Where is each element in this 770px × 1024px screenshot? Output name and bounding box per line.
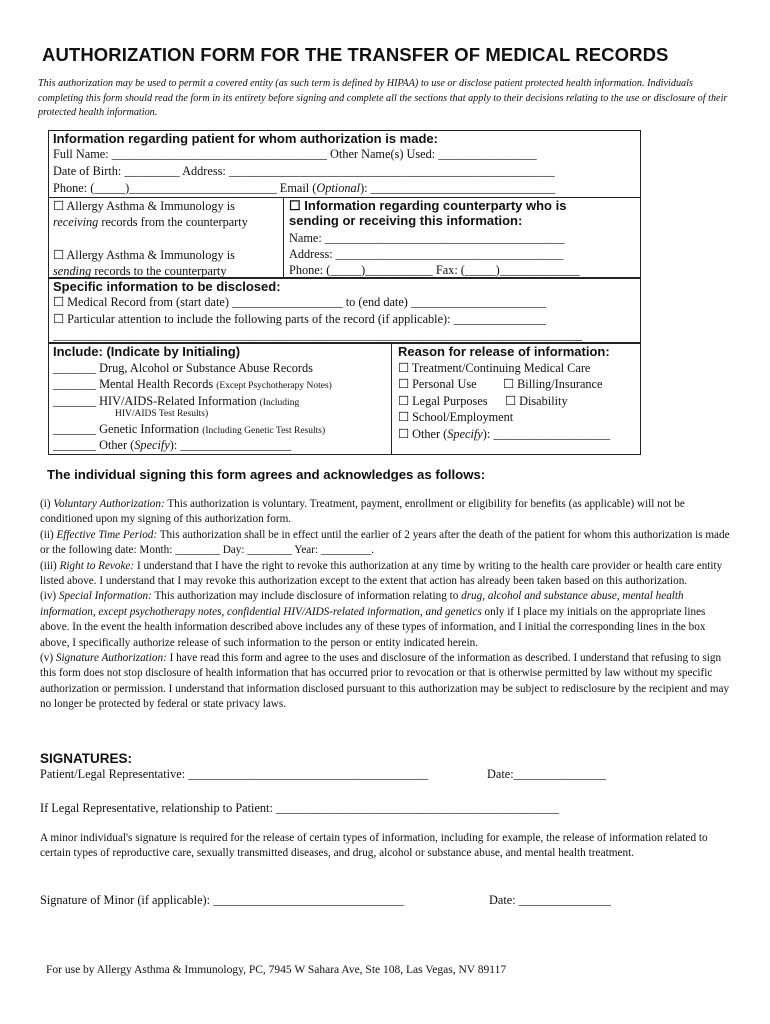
ack-time-period	[40, 528, 730, 559]
form-title: AUTHORIZATION FORM FOR THE TRANSFER OF MEDICAL RECORDS	[42, 44, 669, 65]
counterparty-address-field[interactable]: Address: _____________________________________	[289, 247, 564, 261]
include-reason-divider	[391, 343, 392, 455]
ack-special	[40, 589, 730, 651]
patient-signature-field[interactable]: Patient/Legal Representative: _______________________________________	[40, 767, 428, 781]
ack-iv-title: Special Information:	[58, 590, 152, 603]
ack-iii-title: Right to Revoke:	[59, 559, 135, 572]
reason-other-blank: ): ___________________	[482, 427, 611, 441]
ack-heading: The individual signing this form agrees and acknowledges as follows:	[47, 467, 486, 482]
ack-i-label: (i)	[40, 498, 54, 510]
mental-initial-field[interactable]	[53, 376, 332, 394]
ack-ii-text: This authorization shall be in effect until the earlier of 2 years after the death of the patient for whom this authorization is made or the following date: Month: ________ Day: ________ Year: _________.	[40, 528, 730, 557]
disability-checkbox[interactable]: ☐ Disability	[505, 394, 568, 408]
counterparty-heading-2: sending or receiving this information:	[289, 213, 523, 228]
hiv-note: (Including	[259, 398, 300, 408]
school-checkbox[interactable]: ☐ School/Employment	[398, 410, 514, 424]
ack-v-text: I have read this form and agree to the uses and disclosure of the information as described. I understand that refusing to sign this form does not stop disclosure of health information that has occurred prior to revocation or that is otherwise permitted by law without my specific authorization or permission. I understand that information disclosed pursuant to this authorization may be subject to redisclosure by the recipient and may no longer be protected by federal or state privacy laws.	[40, 652, 730, 711]
phone-email-label: Phone: (_____)________________________ Email (	[53, 181, 317, 195]
ack-iii-text: I understand that I have the right to revoke this authorization at any time by writing to the health care provider or health care entity listed above. I understand that I may revoke this authorization except to the extent that action has already been taken based on this authorization.	[40, 559, 723, 588]
reason-heading: Reason for release of information:	[398, 344, 610, 359]
other-specify: Specify	[134, 438, 170, 452]
ack-i-text: This authorization is voluntary. Treatment, payment, enrollment or eligibility for benefits (as applicable) will not be conditioned upon my signing of this authorization form.	[40, 498, 685, 526]
sending-label: ☐ Allergy Asthma & Immunology is	[53, 248, 235, 262]
hiv-label: _______ HIV/AIDS-Related Information	[53, 394, 260, 408]
relationship-field[interactable]: If Legal Representative, relationship to Patient: ______________________________________________	[40, 801, 559, 815]
ack-v-label: (v)	[40, 652, 56, 665]
particular-underline[interactable]: ______________________________________________________________________________________	[53, 328, 582, 342]
patient-heading: Information regarding patient for whom authorization is made:	[53, 131, 438, 146]
receiving-checkbox[interactable]	[53, 198, 235, 214]
billing-checkbox[interactable]: ☐ Billing/Insurance	[503, 377, 603, 391]
receiving-label: ☐ Allergy Asthma & Immunology is	[53, 199, 235, 213]
sending-rest: records to the counterparty	[91, 264, 227, 278]
receiving-em: receiving	[53, 215, 99, 229]
counterparty-phone-fax-field[interactable]: Phone: (_____)___________ Fax: (_____)_____________	[289, 263, 580, 277]
hiv-note-2: HIV/AIDS Test Results)	[115, 409, 209, 419]
patient-date-field[interactable]: Date:_______________	[487, 767, 606, 781]
footer-text: For use by Allergy Asthma & Immunology, PC, 7945 W Sahara Ave, Ste 108, Las Vegas, NV 89117	[46, 964, 507, 976]
minor-date-field[interactable]: Date: _______________	[489, 893, 611, 907]
intro-text: This authorization may be used to permit a covered entity (as such term is defined by HIPAA) to use or disclose patient protected health information. Individuals completing this form should read the form in its entirety before signing and complete all the sections that apply to their decisions relating to the use or disclosure of their protected health information.	[38, 78, 728, 118]
ack-iv-label: (iv)	[40, 590, 59, 603]
ack-ii-label: (ii)	[40, 528, 57, 541]
counterparty-checkbox[interactable]: ☐ Information regarding counterparty who is	[289, 198, 567, 213]
ack-voluntary	[40, 497, 730, 528]
ack-signature-auth	[40, 651, 730, 713]
particular-checkbox[interactable]: ☐ Particular attention to include the following parts of the record (if applicable): _______________	[53, 312, 546, 326]
phone-email-field[interactable]	[53, 180, 555, 196]
receiving-rest: records from the counterparty	[98, 215, 248, 229]
full-name-field[interactable]: Full Name: ___________________________________ Other Name(s) Used: ________________	[53, 147, 537, 161]
include-heading: Include: (Indicate by Initialing)	[53, 344, 241, 359]
mental-label: _______ Mental Health Records	[53, 377, 217, 391]
other-label: _______ Other (	[53, 438, 135, 452]
genetic-note: (Including Genetic Test Results)	[202, 426, 326, 436]
drug-initial-field[interactable]: _______ Drug, Alcohol or Substance Abuse Records	[53, 361, 313, 375]
reason-other-checkbox[interactable]	[398, 426, 610, 442]
minor-signature-field[interactable]: Signature of Minor (if applicable): _______________________________	[40, 893, 404, 907]
ack-ii-title: Effective Time Period:	[56, 528, 158, 541]
ack-iv-text2: only if I place my initials on the appropriate lines above. In the event the health information described above includes any of these types of information, and I initial the corresponding lines in the box above, I specifically authorize release of such information to the person or entity indicated herein.	[40, 605, 706, 649]
sending-checkbox[interactable]	[53, 247, 235, 263]
ack-revoke	[40, 559, 730, 590]
ack-iv-emphasis: drug, alcohol and substance abuse, mental health information, except psychotherapy notes, confidential HIV/AIDS-related information, and genetics	[40, 590, 684, 618]
dob-address-field[interactable]: Date of Birth: _________ Address: _____________________________________________________	[53, 164, 555, 178]
signatures-heading: SIGNATURES:	[40, 751, 133, 766]
personal-checkbox[interactable]: ☐ Personal Use	[398, 377, 477, 391]
other-initial-field[interactable]	[53, 437, 291, 453]
legal-checkbox[interactable]: ☐ Legal Purposes	[398, 394, 488, 408]
medical-record-checkbox[interactable]: ☐ Medical Record from (start date) __________________ to (end date) ______________________	[53, 295, 547, 309]
minor-note: A minor individual's signature is required for the release of certain types of information, including for example, the release of information related to certain types of reproductive care, sexually transmitted diseases, and drug, alcohol or substance abuse, and mental health treatment.	[40, 832, 708, 860]
sending-em: sending	[53, 264, 92, 278]
email-blank: ): ______________________________	[360, 181, 556, 195]
ack-iv-text1: This authorization may include disclosure of information relating to	[151, 590, 462, 603]
genetic-label: _______ Genetic Information	[53, 422, 203, 436]
ack-section	[40, 497, 730, 713]
ack-i-title: Voluntary Authorization:	[53, 498, 165, 510]
optional-label: Optional	[316, 181, 361, 195]
reason-other-label: ☐ Other (	[398, 427, 448, 441]
counterparty-divider	[283, 197, 284, 278]
reason-other-specify: Specify	[447, 427, 483, 441]
other-blank: ): __________________	[169, 438, 292, 452]
counterparty-name-field[interactable]: Name: _______________________________________	[289, 231, 565, 245]
sending-sub	[53, 263, 226, 279]
ack-iii-label: (iii)	[40, 559, 60, 572]
mental-note: (Except Psychotherapy Notes)	[216, 381, 332, 391]
treatment-checkbox[interactable]: ☐ Treatment/Continuing Medical Care	[398, 361, 591, 375]
ack-v-title: Signature Authorization:	[55, 652, 167, 665]
specific-heading: Specific information to be disclosed:	[53, 279, 281, 294]
receiving-sub	[53, 214, 248, 230]
